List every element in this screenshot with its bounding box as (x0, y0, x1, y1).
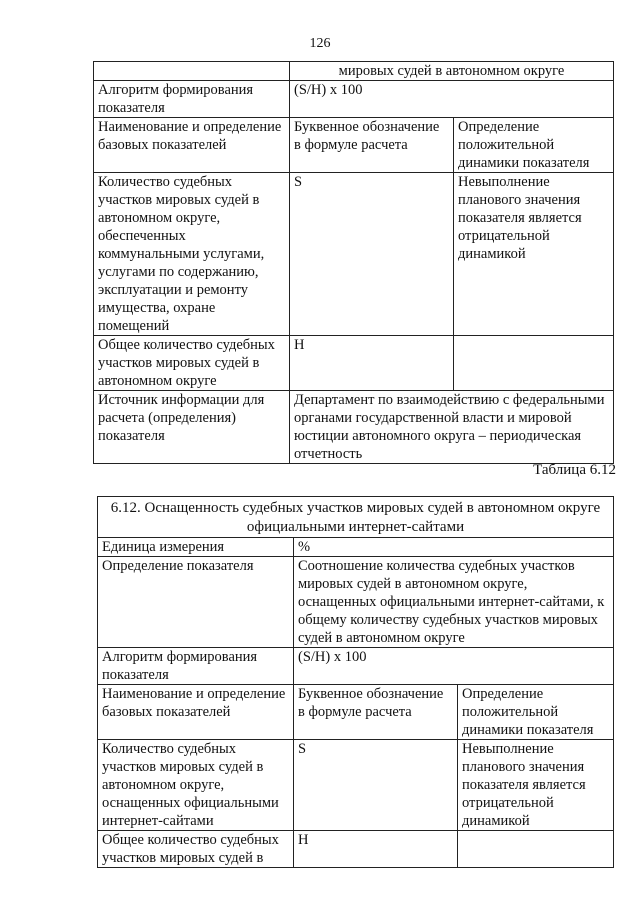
table-row (98, 557, 614, 648)
table-row (98, 831, 614, 868)
base-indicator-name: Количество судебных участков мировых судей в автономном округе, оснащенных официальными интернет-сайтами (98, 740, 294, 831)
base-indicator-dynamics (458, 831, 614, 868)
base-indicator-name: Общее количество судебных участков мировых судей в автономном округе (94, 336, 290, 391)
table-row (98, 648, 614, 685)
base-indicator-dynamics: Невыполнение планового значения показателя является отрицательной динамикой (454, 173, 614, 336)
table-title: 6.12. Оснащенность судебных участков мировых судей в автономном округе официальными интернет-сайтами (98, 497, 614, 538)
column-header-dynamics: Определение положительной динамики показателя (454, 118, 614, 173)
column-header-symbol: Буквенное обозначение в формуле расчета (294, 685, 458, 740)
base-indicator-dynamics: Невыполнение планового значения показателя является отрицательной динамикой (458, 740, 614, 831)
table-row (98, 538, 614, 557)
source-value: Департамент по взаимодействию с федеральными органами государственной власти и мировой юстиции автономного округа – периодическая отчетность (290, 391, 614, 464)
unit-value: % (294, 538, 614, 557)
continued-title-text: мировых судей в автономном округе (290, 62, 614, 81)
column-header-symbol: Буквенное обозначение в формуле расчета (290, 118, 454, 173)
unit-label: Единица измерения (98, 538, 294, 557)
base-indicator-name: Общее количество судебных участков мировых судей в (98, 831, 294, 868)
base-indicator-symbol: S (290, 173, 454, 336)
page-number: 126 (309, 36, 331, 51)
table-header-row (98, 685, 614, 740)
table-row (94, 391, 614, 464)
table-title-row (98, 497, 614, 538)
column-header-name: Наименование и определение базовых показателей (94, 118, 290, 173)
column-header-dynamics: Определение положительной динамики показателя (458, 685, 614, 740)
base-indicator-dynamics (454, 336, 614, 391)
table-row (94, 173, 614, 336)
definition-label: Определение показателя (98, 557, 294, 648)
base-indicator-symbol: H (290, 336, 454, 391)
algorithm-label: Алгоритм формирования показателя (94, 81, 290, 118)
algorithm-value: (S/H) x 100 (294, 648, 614, 685)
table-row (98, 740, 614, 831)
base-indicator-symbol: S (294, 740, 458, 831)
table-row (94, 81, 614, 118)
algorithm-label: Алгоритм формирования показателя (98, 648, 294, 685)
column-header-name: Наименование и определение базовых показателей (98, 685, 294, 740)
table-row (94, 62, 614, 81)
table-row (94, 336, 614, 391)
base-indicator-symbol: H (294, 831, 458, 868)
indicator-table-continued (93, 61, 614, 464)
definition-value: Соотношение количества судебных участков мировых судей в автономном округе, оснащенных официальными интернет-сайтами, к общему количеству судебных участков мировых судей в автономном округе (294, 557, 614, 648)
indicator-table (97, 496, 614, 868)
base-indicator-name: Количество судебных участков мировых судей в автономном округе, обеспеченных коммунальными услугами, услугами по содержанию, эксплуатации и ремонту имущества, охране помещений (94, 173, 290, 336)
source-label: Источник информации для расчета (определения) показателя (94, 391, 290, 464)
algorithm-value: (S/H) x 100 (290, 81, 614, 118)
table-caption: Таблица 6.12 (533, 462, 616, 478)
table-header-row (94, 118, 614, 173)
